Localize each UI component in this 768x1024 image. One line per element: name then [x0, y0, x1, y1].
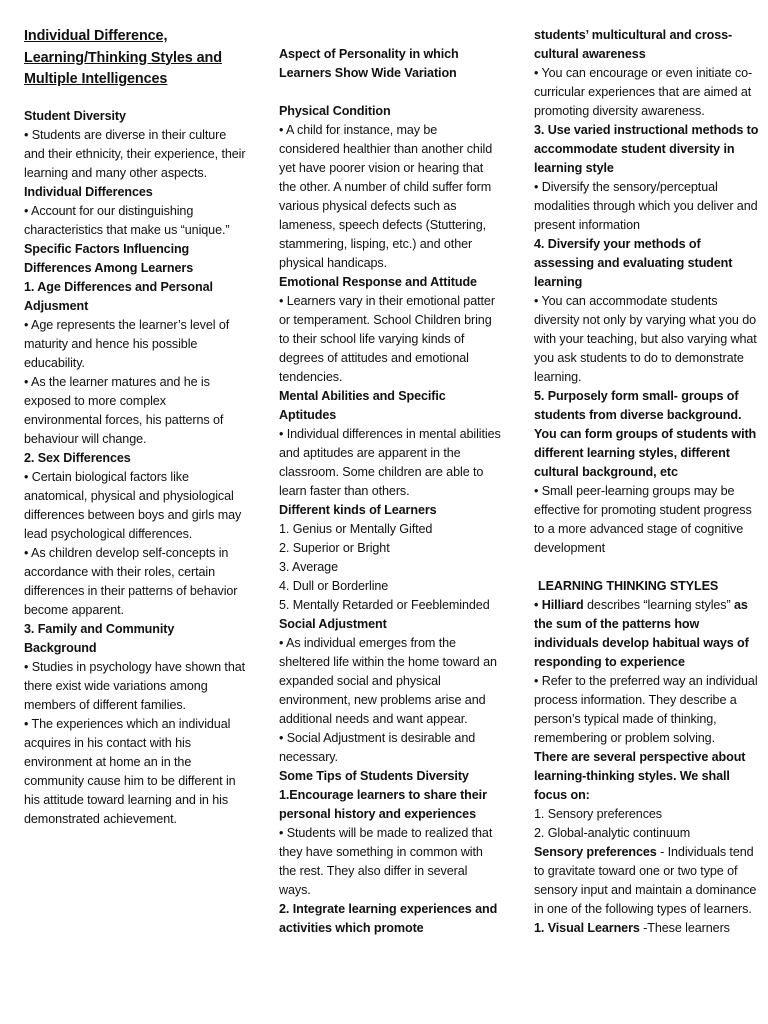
column-2-body — [279, 45, 501, 938]
paragraph: 5. Mentally Retarded or Feebleminded — [279, 598, 490, 612]
paragraph: 2. Superior or Bright — [279, 541, 390, 555]
bold-run: Sensory preferences — [534, 845, 657, 859]
section-heading: There are several perspective about learning-thinking styles. We shall focus on: — [534, 750, 746, 802]
paragraph: • As children develop self-concepts in accordance with their roles, certain differences in their patterns of behavior become apparent. — [24, 545, 238, 617]
paragraph: • Studies in psychology have shown that there exist wide variations among members of different families. — [24, 659, 246, 712]
column-2 — [279, 45, 501, 938]
section-heading: Physical Condition — [279, 104, 391, 118]
section-heading: Mental Abilities and Specific Aptitudes — [279, 389, 446, 422]
section-heading: Different kinds of Learners — [279, 503, 437, 517]
section-heading: 2. Sex Differences — [24, 450, 131, 465]
mixed-paragraph — [534, 919, 760, 938]
paragraph: • Social Adjustment is desirable and necessary. — [279, 731, 476, 764]
paragraph: 4. Dull or Borderline — [279, 579, 389, 593]
paragraph: • Certain biological factors like anatomical, physical and physiological differences between boys and girls may lead psychological differences. — [24, 469, 242, 541]
bold-run: as the sum of the patterns how individuals develop habitual ways of responding to experience — [534, 598, 749, 669]
section-heading: 1. Age Differences and Personal Adjusment — [24, 279, 213, 313]
mixed-paragraph — [534, 843, 760, 919]
column-1-body — [24, 107, 246, 829]
column-3-body — [534, 26, 760, 938]
section-heading: 3. Use varied instructional methods to accommodate student diversity in learning style — [534, 123, 759, 175]
section-heading: 5. Purposely form small- groups of students from diverse background. You can form groups of students with different learning styles, different cultural background, etc — [534, 389, 757, 479]
column-3 — [534, 26, 760, 938]
paragraph: • Small peer-learning groups may be effective for promoting student progress to a more advanced stage of cognitive development — [534, 484, 752, 555]
paragraph: 2. Global-analytic continuum — [534, 826, 691, 840]
section-heading: 2. Integrate learning experiences and activities which promote — [279, 902, 498, 935]
paragraph: • Individual differences in mental abilities and aptitudes are apparent in the classroom. Some children are able to learn faster than others. — [279, 427, 501, 498]
paragraph: • Diversify the sensory/perceptual modalities through which you deliver and present information — [534, 180, 758, 232]
section-heading: 4. Diversify your methods of assessing and evaluating student learning — [534, 237, 733, 289]
mixed-paragraph — [534, 596, 760, 672]
section-heading: Student Diversity — [24, 108, 126, 123]
section-heading: 1.Encourage learners to share their personal history and experiences — [279, 788, 487, 821]
document-title: Individual Difference, Learning/Thinking Styles and Multiple Intelligences — [24, 28, 222, 87]
section-heading: Aspect of Personality in which Learners Show Wide Variation — [279, 47, 459, 80]
bold-run: 1. Visual Learners — [534, 921, 640, 935]
section-heading: Social Adjustment — [279, 617, 387, 631]
paragraph: • The experiences which an individual acquires in his contact with his environment at home an in the community cause him to be different in his attitude toward learning and in his demonstrated achievement. — [24, 716, 236, 826]
section-heading: Specific Factors Influencing Differences Among Learners — [24, 241, 194, 275]
paragraph: • As the learner matures and he is exposed to more complex environmental forces, his patterns of behaviour will change. — [24, 374, 224, 446]
spacer — [279, 83, 501, 102]
paragraph: • A child for instance, may be considered healthier than another child yet have poorer vision or hearing that the other. A number of child suffer form various physical defects such as lameness, speech defects (Stuttering, stammering, lisping, etc.) and other physical handicaps. — [279, 123, 493, 270]
paragraph: • As individual emerges from the sheltered life within the home toward an expanded social and physical environment, new problems arise and additional needs and want appear. — [279, 636, 497, 726]
paragraph: • Age represents the learner’s level of maturity and hence his possible educability. — [24, 317, 230, 370]
paragraph: 3. Average — [279, 560, 338, 574]
section-heading: 3. Family and Community Background — [24, 621, 175, 655]
paragraph: 1. Genius or Mentally Gifted — [279, 522, 433, 536]
section-heading: Individual Differences — [24, 184, 153, 199]
text-run: -These learners — [639, 921, 730, 935]
text-run: describes “learning styles” — [583, 598, 734, 612]
section-heading: LEARNING THINKING STYLES — [538, 579, 719, 593]
paragraph: • Learners vary in their emotional patter or temperament. School Children bring to their school life varying kinds of degrees of attitudes and emotional tendencies. — [279, 294, 495, 384]
paragraph: • Students are diverse in their culture and their ethnicity, their experience, their learning and many other aspects. — [24, 127, 246, 180]
section-heading: students’ multicultural and cross-cultural awareness — [534, 28, 733, 61]
section-heading: Some Tips of Students Diversity — [279, 769, 469, 783]
paragraph: • Refer to the preferred way an individual process information. They describe a person’s typical made of thinking, remembering or problem solving. — [534, 674, 758, 745]
paragraph: 1. Sensory preferences — [534, 807, 663, 821]
text-run: - Individuals tend to gravitate toward one or two type of sensory input and maintain a dominance in one of the following types of learners. — [534, 845, 757, 916]
paragraph: • You can accommodate students diversity not only by varying what you do with your teaching, but also varying what you ask students to do to demonstrate learning. — [534, 294, 757, 384]
column-1 — [24, 26, 246, 829]
paragraph: • You can encourage or even initiate co-curricular experiences that are aimed at promoting diversity awareness. — [534, 66, 753, 118]
spacer — [534, 558, 760, 577]
paragraph: • Students will be made to realized that they have something in common with the rest. They also differ in several ways. — [279, 826, 493, 897]
bold-run: • Hilliard — [534, 598, 584, 612]
section-heading: Emotional Response and Attitude — [279, 275, 477, 289]
paragraph: • Account for our distinguishing characteristics that make us “unique.” — [24, 203, 230, 237]
